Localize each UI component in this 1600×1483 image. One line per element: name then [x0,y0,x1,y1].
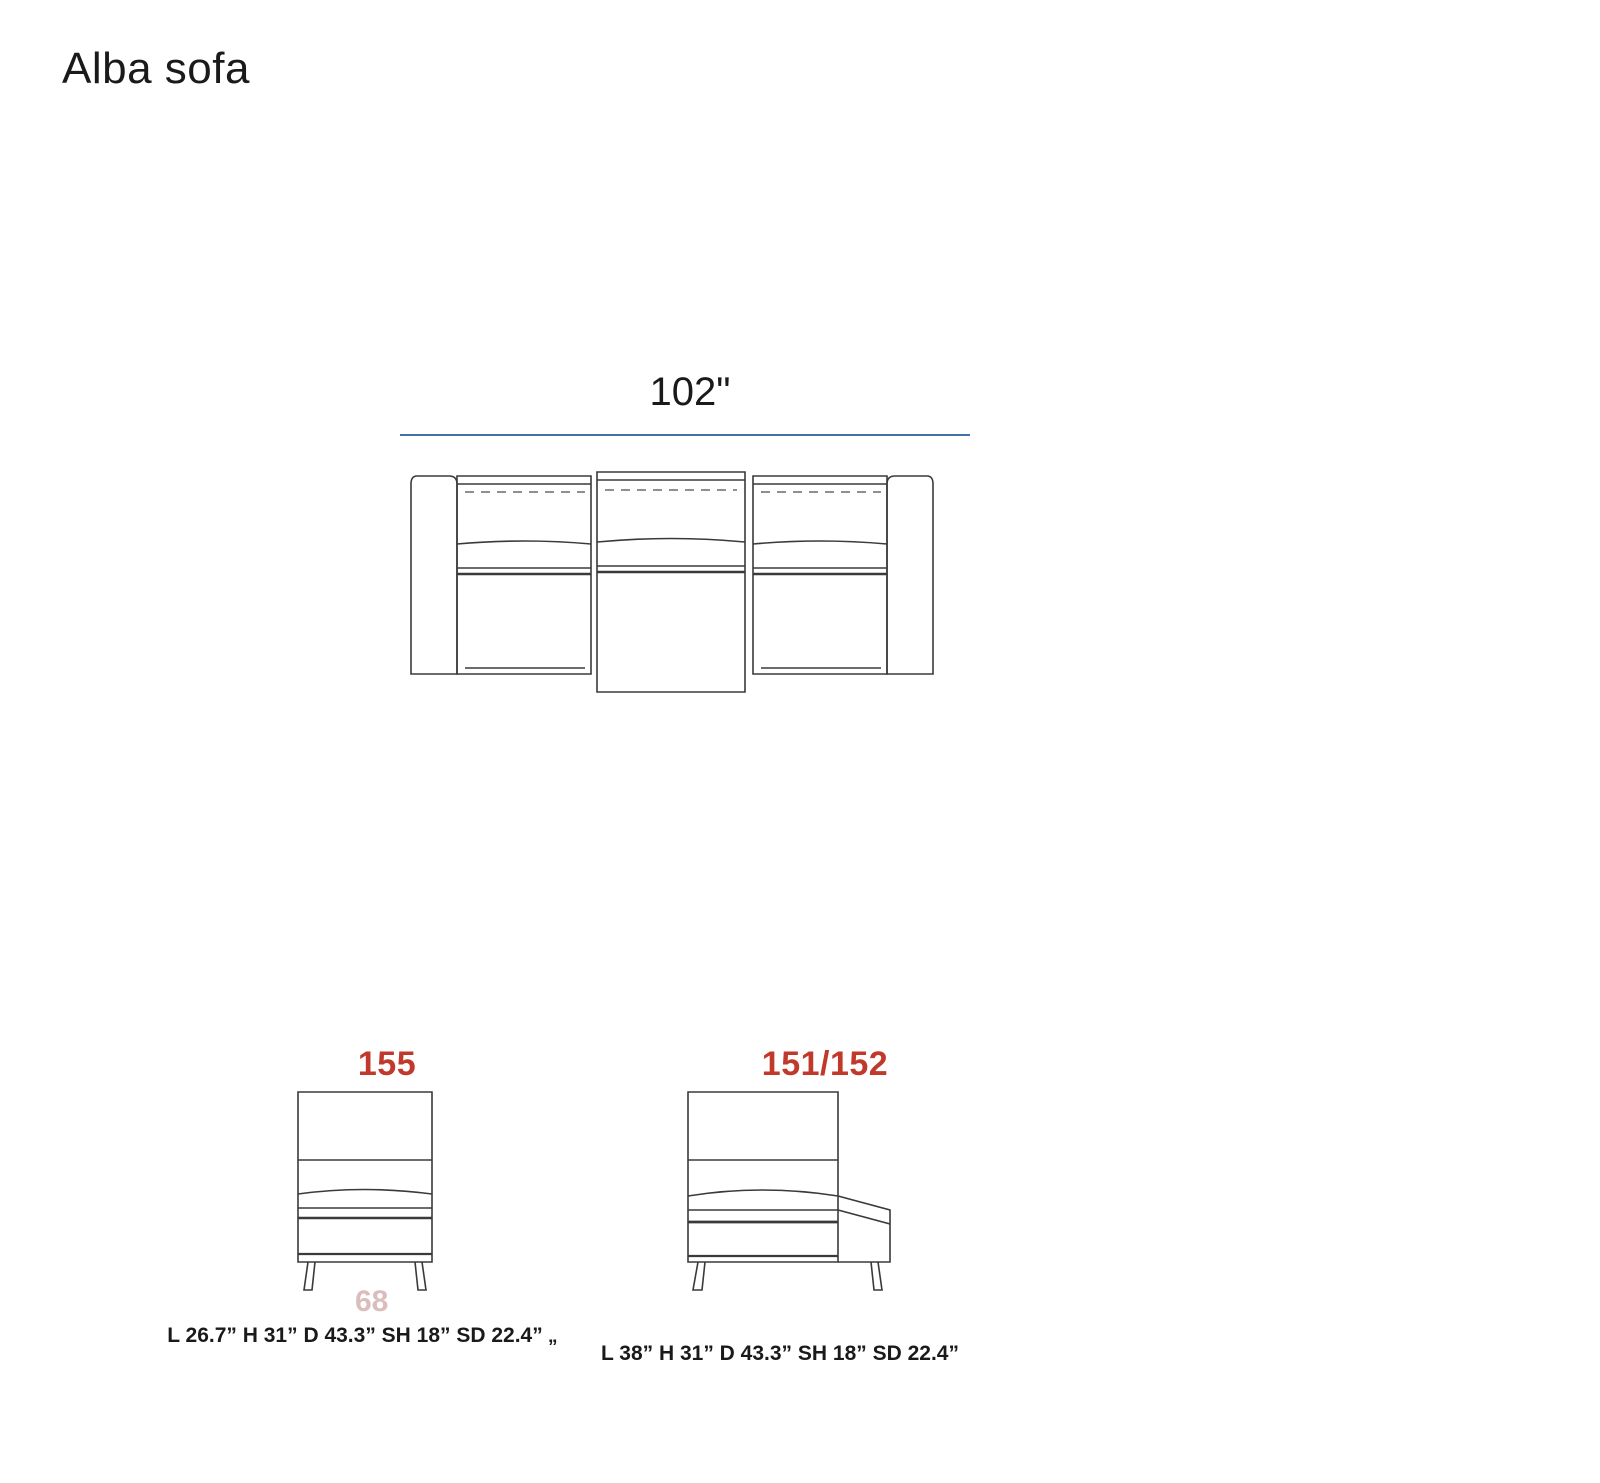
sofa-front-elevation-drawing [395,462,985,722]
module-155-faded-number: 68 [355,1285,389,1318]
module-155-side-drawing [200,1084,530,1299]
module-151-152-view [560,1045,1020,1304]
overall-width-label: 102" [649,370,731,414]
stray-inch-mark: ” [548,1337,558,1358]
module-155-drawing-wrap [200,1084,530,1304]
module-151-152-drawing-wrap [560,1084,1020,1304]
module-151-152-side-drawing [560,1084,1020,1299]
module-155-spec: L 26.7” H 31” D 43.3” SH 18” SD 22.4” [167,1324,543,1347]
module-155-code: 155 [357,1045,417,1083]
overall-width-dimension-line [400,434,970,436]
module-151-152-spec: L 38” H 31” D 43.3” SH 18” SD 22.4” [601,1342,959,1365]
module-155-view [200,1045,530,1304]
page-title: Alba sofa [62,44,250,93]
front-elevation-view [395,370,985,730]
module-151-152-code: 151/152 [761,1045,889,1083]
